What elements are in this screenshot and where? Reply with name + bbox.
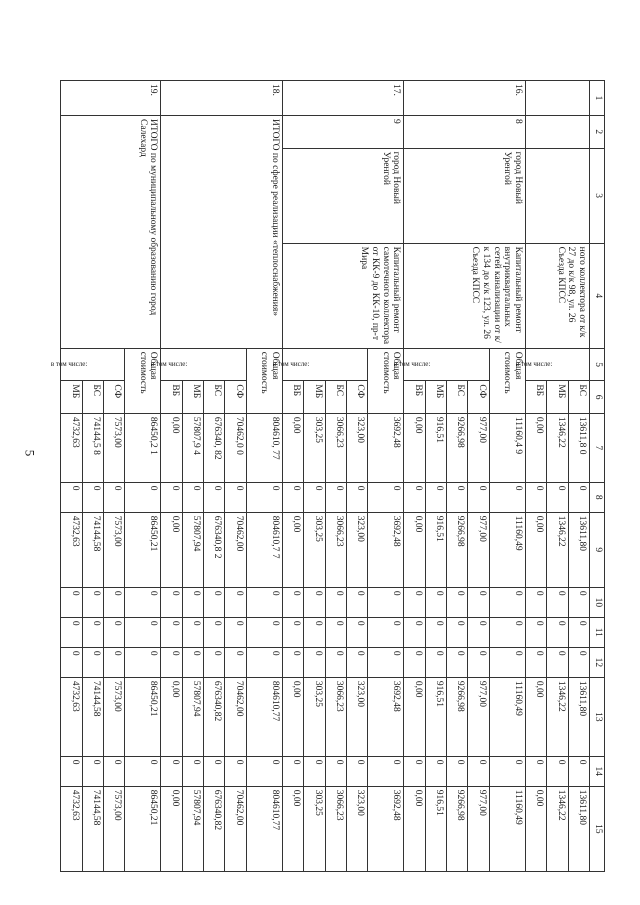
value-cell: 0 (368, 587, 404, 617)
value-cell: 3692,48 (368, 677, 404, 756)
including-text: в том числе: (50, 359, 88, 368)
value-cell: 0 (489, 756, 525, 786)
column-number: 11 (590, 617, 605, 647)
municipality: город Новый Уренгой (404, 148, 526, 243)
value-cell: 9266,98 (447, 512, 468, 587)
value-cell: 676340, 82 (204, 413, 225, 482)
value-cell: 0 (425, 647, 446, 677)
including-text: в том числе: (150, 359, 188, 368)
value-cell: 0 (125, 647, 161, 677)
value-cell: 0 (325, 587, 346, 617)
value-cell: 916,51 (425, 677, 446, 756)
value-cell: 70462,00 (225, 786, 246, 871)
value-cell: 0 (468, 647, 489, 677)
value-cell: 0,00 (525, 677, 546, 756)
value-cell: 0 (568, 617, 589, 647)
value-cell: 0 (447, 647, 468, 677)
value-cell: 70462,0 0 (225, 413, 246, 482)
value-cell: 0 (182, 482, 203, 512)
value-cell: 0 (282, 617, 303, 647)
value-cell: 0 (82, 756, 103, 786)
value-cell: 0 (568, 587, 589, 617)
value-cell: 0 (325, 756, 346, 786)
column-number: 7 (590, 413, 605, 482)
value-cell: 0 (468, 587, 489, 617)
value-cell: 0 (104, 617, 125, 647)
value-cell: 1346,22 (547, 677, 568, 756)
value-cell: 0 (82, 617, 103, 647)
value-cell: 977,00 (468, 677, 489, 756)
including-label (515, 348, 589, 381)
row-number (525, 81, 589, 116)
column-number: 10 (590, 587, 605, 617)
value-cell: 0,00 (404, 413, 425, 482)
value-cell: 1346,22 (547, 786, 568, 871)
value-cell: 0 (325, 617, 346, 647)
value-cell: 0,00 (282, 413, 303, 482)
value-cell: 0 (547, 756, 568, 786)
funding-source: СФ (104, 381, 125, 414)
value-cell: 0 (225, 587, 246, 617)
object-index: 8 (404, 116, 526, 149)
value-cell: 0 (489, 647, 525, 677)
value-cell: 7573,00 (104, 786, 125, 871)
object-index (525, 116, 589, 149)
column-number: 5 (590, 348, 605, 381)
value-cell: 57807,94 (182, 786, 203, 871)
value-cell: 0 (489, 587, 525, 617)
value-cell: 4732,63 (61, 512, 83, 587)
including-text: в том числе: (272, 359, 309, 368)
value-cell: 13611,80 (568, 512, 589, 587)
value-cell: 0 (204, 587, 225, 617)
value-cell: 0 (246, 756, 282, 786)
value-cell: 0 (325, 647, 346, 677)
value-cell: 0 (547, 587, 568, 617)
value-cell: 303,25 (304, 413, 325, 482)
value-cell: 0 (347, 756, 368, 786)
value-cell: 0 (282, 756, 303, 786)
total-cost-label: Общая стоимость (489, 348, 525, 413)
value-cell: 804610,7 7 (246, 512, 282, 587)
value-cell: 0,00 (161, 677, 182, 756)
value-cell: 676340,82 (204, 786, 225, 871)
municipality (525, 148, 589, 243)
value-cell: 9266,98 (447, 413, 468, 482)
row-number: 17. (282, 81, 404, 116)
including-label (393, 348, 490, 381)
value-cell: 86450,2 1 (125, 413, 161, 482)
total-cost-label: Общая стоимость (125, 348, 161, 413)
value-cell: 0 (468, 617, 489, 647)
value-cell: 0 (425, 587, 446, 617)
value-cell: 0 (489, 482, 525, 512)
value-cell: 74144,5 8 (82, 413, 103, 482)
value-cell: 0 (246, 617, 282, 647)
value-cell: 0 (125, 587, 161, 617)
value-cell: 0,00 (404, 512, 425, 587)
value-cell: 0 (404, 756, 425, 786)
object-name: ного коллектора от к/к 27 до к/к 98, ул. 26 Съезда КПСС (525, 243, 589, 348)
value-cell: 9266,98 (447, 677, 468, 756)
value-cell: 977,00 (468, 786, 489, 871)
value-cell: 977,00 (468, 512, 489, 587)
value-cell: 0 (525, 617, 546, 647)
value-cell: 0,00 (161, 786, 182, 871)
value-cell: 7573,00 (104, 413, 125, 482)
value-cell: 0 (304, 617, 325, 647)
row-number: 16. (404, 81, 526, 116)
total-row (489, 81, 525, 872)
value-cell: 0,00 (525, 786, 546, 871)
value-cell: 0 (525, 647, 546, 677)
column-number: 8 (590, 482, 605, 512)
column-number: 9 (590, 512, 605, 587)
value-cell: 0 (161, 756, 182, 786)
value-cell: 0 (447, 756, 468, 786)
value-cell: 74144,58 (82, 512, 103, 587)
value-cell: 977,00 (468, 413, 489, 482)
value-cell: 3692,48 (368, 786, 404, 871)
value-cell: 0,00 (161, 413, 182, 482)
value-cell: 323,00 (347, 677, 368, 756)
column-number: 2 (590, 116, 605, 149)
object-name: Капитальный ремонт внутриквартальных сетей канализации от к/к 134 до к/к 123, ул. 26 Съезда КПСС (404, 243, 526, 348)
value-cell: 0,00 (282, 512, 303, 587)
value-cell: 0 (61, 587, 83, 617)
value-cell: 0 (104, 482, 125, 512)
value-cell: 0 (368, 482, 404, 512)
funding-source: МБ (304, 381, 325, 414)
object-index: 9 (282, 116, 404, 149)
value-cell: 57807,94 (182, 512, 203, 587)
value-cell: 0 (404, 617, 425, 647)
value-cell: 0,00 (282, 786, 303, 871)
value-cell: 0,00 (525, 512, 546, 587)
value-cell: 4732,63 (61, 786, 83, 871)
value-cell: 7573,00 (104, 677, 125, 756)
value-cell: 0 (304, 756, 325, 786)
value-cell: 0 (468, 482, 489, 512)
value-cell: 0 (225, 482, 246, 512)
total-cost-label: Общая стоимость (368, 348, 404, 413)
column-number: 13 (590, 677, 605, 756)
total-cost-label: Общая стоимость (246, 348, 282, 413)
value-cell: 74144,58 (82, 677, 103, 756)
value-cell: 13611,80 (568, 677, 589, 756)
value-cell: 0 (404, 587, 425, 617)
summary-title: ИТОГО по муниципальному образованию город Салехард (61, 116, 161, 349)
value-cell: 0 (182, 617, 203, 647)
value-cell: 0 (425, 617, 446, 647)
value-cell: 323,00 (347, 413, 368, 482)
value-cell: 70462,00 (225, 677, 246, 756)
value-cell: 86450,21 (125, 786, 161, 871)
value-cell: 303,25 (304, 786, 325, 871)
value-cell: 0 (246, 587, 282, 617)
value-cell: 0 (204, 482, 225, 512)
column-number: 4 (590, 243, 605, 348)
value-cell: 0 (547, 482, 568, 512)
total-row (368, 81, 404, 872)
page-number: 5 (22, 449, 38, 457)
value-cell: 0 (347, 617, 368, 647)
value-cell: 3692,48 (368, 512, 404, 587)
value-cell: 303,25 (304, 677, 325, 756)
value-cell: 0 (282, 482, 303, 512)
value-cell: 57807,9 4 (182, 413, 203, 482)
value-cell: 323,00 (347, 786, 368, 871)
value-cell: 676340,8 2 (204, 512, 225, 587)
value-cell: 0 (325, 482, 346, 512)
value-cell: 0 (425, 756, 446, 786)
summary-title: ИТОГО по сфере реализации «теплоснабжения» (161, 116, 283, 349)
value-cell: 0 (468, 756, 489, 786)
value-cell: 0 (525, 587, 546, 617)
value-cell: 86450,21 (125, 512, 161, 587)
value-cell: 70462,00 (225, 512, 246, 587)
value-cell: 0,00 (525, 413, 546, 482)
value-cell: 0 (404, 482, 425, 512)
value-cell: 0 (347, 482, 368, 512)
column-number: 6 (590, 381, 605, 414)
value-cell: 0 (161, 647, 182, 677)
value-cell: 0,00 (161, 512, 182, 587)
value-cell: 86450,21 (125, 677, 161, 756)
object-name: Капитальный ремонт самотечного коллектора от КК-9 до КК-10, пр-т Мира (282, 243, 404, 348)
value-cell: 0 (161, 617, 182, 647)
value-cell: 0 (82, 482, 103, 512)
value-cell: 0 (547, 617, 568, 647)
value-cell: 804610, 77 (246, 413, 282, 482)
value-cell: 11160,49 (489, 677, 525, 756)
funding-source: ВБ (404, 381, 425, 414)
total-row (125, 81, 161, 872)
including-label (150, 348, 247, 381)
value-cell: 0 (246, 647, 282, 677)
rotated-table-wrapper (50, 80, 605, 872)
value-cell: 0,00 (282, 677, 303, 756)
value-cell: 804610,77 (246, 677, 282, 756)
value-cell: 804610,77 (246, 786, 282, 871)
value-cell: 0 (447, 482, 468, 512)
column-number: 14 (590, 756, 605, 786)
value-cell: 0 (161, 587, 182, 617)
value-cell: 916,51 (425, 413, 446, 482)
value-cell: 0 (347, 587, 368, 617)
funding-source: СФ (347, 381, 368, 414)
total-row (246, 81, 282, 872)
value-cell: 0 (304, 482, 325, 512)
value-cell: 0 (447, 617, 468, 647)
row-number: 18. (161, 81, 283, 116)
value-cell: 0 (347, 647, 368, 677)
value-cell: 0 (489, 617, 525, 647)
value-cell: 11160,49 (489, 786, 525, 871)
value-cell: 0 (225, 756, 246, 786)
funding-source: МБ (547, 381, 568, 414)
including-label (272, 348, 368, 381)
value-cell: 0 (568, 482, 589, 512)
value-cell: 0 (368, 617, 404, 647)
value-cell: 0 (246, 482, 282, 512)
funding-source: СФ (225, 381, 246, 414)
value-cell: 1346,22 (547, 512, 568, 587)
value-cell: 74144,58 (82, 786, 103, 871)
value-cell: 0 (304, 647, 325, 677)
value-cell: 3066,23 (325, 786, 346, 871)
value-cell: 0 (161, 482, 182, 512)
including-label (50, 348, 125, 381)
value-cell: 0 (525, 482, 546, 512)
value-cell: 3066,23 (325, 677, 346, 756)
value-cell: 0 (568, 756, 589, 786)
value-cell: 4732,63 (61, 413, 83, 482)
funding-source: МБ (182, 381, 203, 414)
value-cell: 7573,00 (104, 512, 125, 587)
value-cell: 3692,48 (368, 413, 404, 482)
value-cell: 0 (304, 587, 325, 617)
funding-row (568, 81, 589, 872)
municipality: город Новый Уренгой (282, 148, 404, 243)
funding-source: ВБ (282, 381, 303, 414)
value-cell: 0 (182, 587, 203, 617)
column-number: 3 (590, 148, 605, 243)
value-cell: 13611,80 (568, 786, 589, 871)
value-cell: 0 (225, 617, 246, 647)
value-cell: 0 (225, 647, 246, 677)
value-cell: 0 (204, 617, 225, 647)
value-cell: 0 (104, 756, 125, 786)
column-number: 12 (590, 647, 605, 677)
value-cell: 3066,23 (325, 512, 346, 587)
value-cell: 0 (404, 647, 425, 677)
value-cell: 3066,23 (325, 413, 346, 482)
value-cell: 0 (61, 617, 83, 647)
value-cell: 0 (104, 647, 125, 677)
value-cell: 9266,98 (447, 786, 468, 871)
funding-source: МБ (425, 381, 446, 414)
value-cell: 1346,22 (547, 413, 568, 482)
value-cell: 0 (61, 647, 83, 677)
value-cell: 0 (368, 647, 404, 677)
funding-source: БС (204, 381, 225, 414)
row-number: 19. (61, 81, 161, 116)
value-cell: 0 (61, 756, 83, 786)
value-cell: 0 (282, 647, 303, 677)
value-cell: 0 (82, 587, 103, 617)
value-cell: 4732,63 (61, 677, 83, 756)
value-cell: 0,00 (404, 786, 425, 871)
value-cell: 0,00 (404, 677, 425, 756)
value-cell: 0 (182, 756, 203, 786)
value-cell: 0 (447, 587, 468, 617)
including-text: в том числе: (393, 359, 431, 368)
value-cell: 0 (368, 756, 404, 786)
value-cell: 13611,8 0 (568, 413, 589, 482)
value-cell: 0 (204, 647, 225, 677)
value-cell: 0 (282, 587, 303, 617)
value-cell: 11160,49 (489, 512, 525, 587)
value-cell: 0 (568, 647, 589, 677)
column-number: 1 (590, 81, 605, 116)
funding-source: ВБ (161, 381, 182, 414)
funding-source: БС (325, 381, 346, 414)
value-cell: 57807,94 (182, 677, 203, 756)
value-cell: 676340,82 (204, 677, 225, 756)
funding-source: ВБ (525, 381, 546, 414)
funding-source: БС (447, 381, 468, 414)
value-cell: 0 (204, 756, 225, 786)
value-cell: 0 (82, 647, 103, 677)
value-cell: 0 (125, 756, 161, 786)
funding-source: СФ (468, 381, 489, 414)
funding-source: БС (568, 381, 589, 414)
value-cell: 916,51 (425, 512, 446, 587)
value-cell: 0 (104, 587, 125, 617)
value-cell: 0 (125, 482, 161, 512)
value-cell: 0 (547, 647, 568, 677)
value-cell: 323,00 (347, 512, 368, 587)
including-text: в том числе: (515, 359, 552, 368)
value-cell: 0 (125, 617, 161, 647)
value-cell: 0 (182, 647, 203, 677)
column-number-row (590, 81, 605, 872)
funding-source: МБ (61, 381, 83, 414)
column-number: 15 (590, 786, 605, 871)
value-cell: 11160,4 9 (489, 413, 525, 482)
value-cell: 303,25 (304, 512, 325, 587)
budget-table (50, 80, 605, 872)
value-cell: 916,51 (425, 786, 446, 871)
value-cell: 0 (425, 482, 446, 512)
value-cell: 0 (61, 482, 83, 512)
value-cell: 0 (525, 756, 546, 786)
funding-source: БС (82, 381, 103, 414)
